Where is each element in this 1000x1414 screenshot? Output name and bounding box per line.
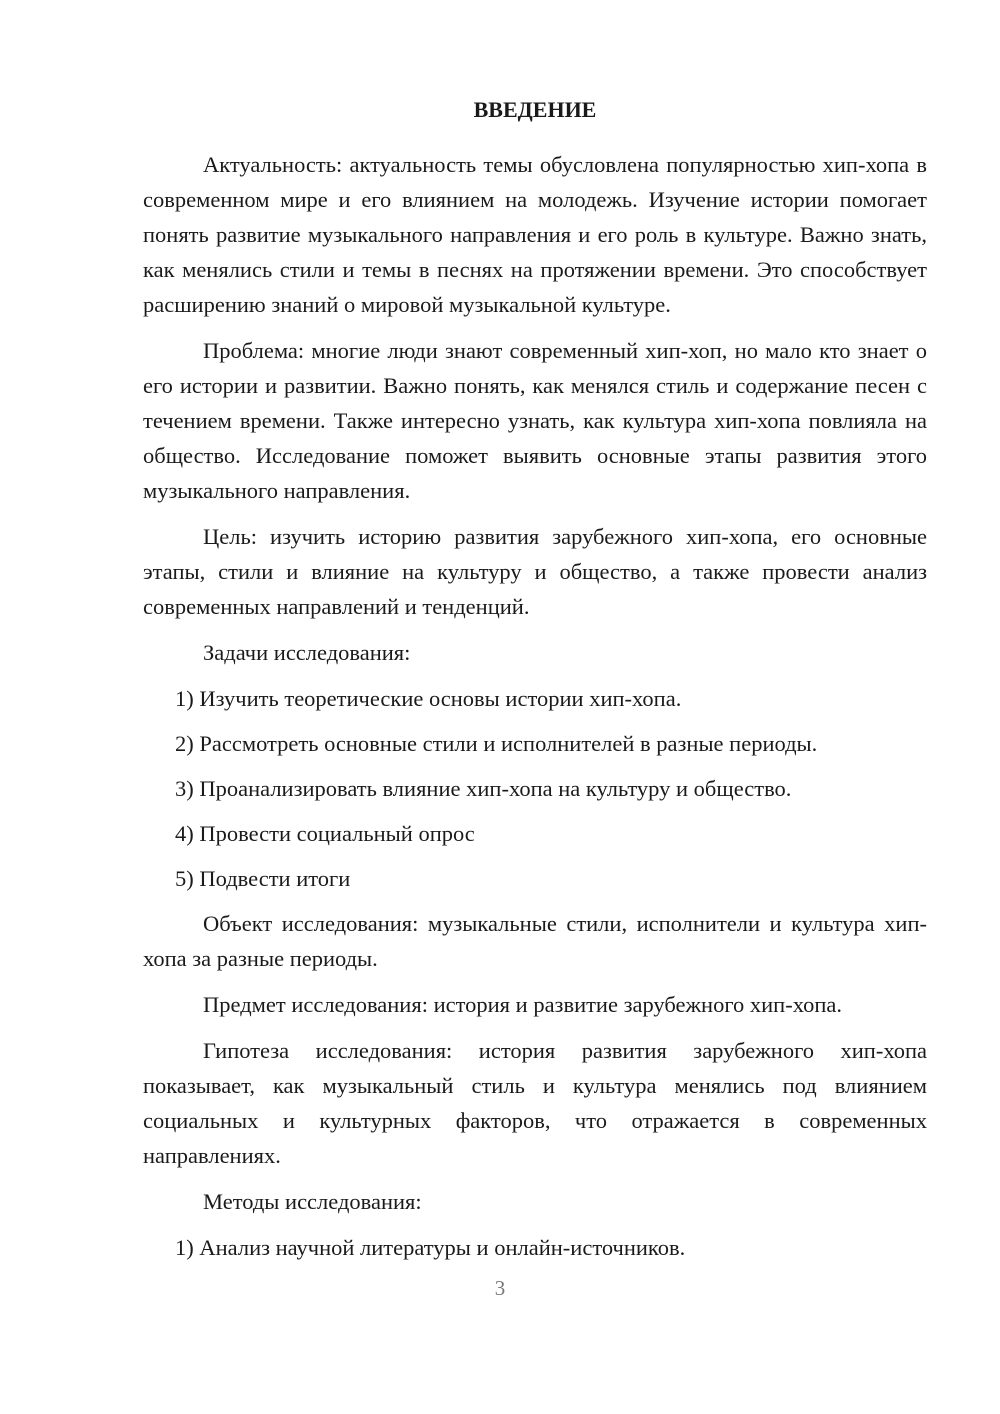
list-item: 2) Рассмотреть основные стили и исполнителей в разные периоды.: [175, 731, 818, 756]
list-item: 1) Анализ научной литературы и онлайн-источников.: [175, 1235, 686, 1260]
subject-paragraph: Предмет исследования: история и развитие зарубежного хип-хопа.: [203, 992, 843, 1017]
goal-paragraph: Цель: изучить историю развития зарубежного хип-хопа, его основные этапы, стили и влияние на культуру и общество, а также провести анализ современных направлений и тенденций.: [143, 524, 927, 619]
list-item: 5) Подвести итоги: [175, 866, 351, 891]
relevance-paragraph: Актуальность: актуальность темы обусловлена популярностью хип-хопа в современном мире и его влиянием на молодежь. Изучение истории помогает понять развитие музыкального направления и его роль в культуре. Важно знать, как менялись стили и темы в песнях на протяжении времени. Это способствует расширению знаний о мировой музыкальной культуре.: [143, 152, 927, 317]
object-paragraph: Объект исследования: музыкальные стили, исполнители и культура хип-хопа за разные периоды.: [143, 911, 927, 971]
problem-paragraph: Проблема: многие люди знают современный хип-хоп, но мало кто знает о его истории и развитии. Важно понять, как менялся стиль и содержание песен с течением времени. Также интересно узнать, как культура хип-хопа повлияла на общество. Исследование поможет выявить основные этапы развития этого музыкального направления.: [143, 338, 927, 503]
section-title: ВВЕДЕНИЕ: [473, 97, 597, 122]
methods-heading: Методы исследования:: [203, 1189, 422, 1214]
list-item: 1) Изучить теоретические основы истории хип-хопа.: [175, 686, 682, 711]
tasks-heading: Задачи исследования:: [203, 640, 411, 665]
list-item: 3) Проанализировать влияние хип-хопа на культуру и общество.: [175, 776, 792, 801]
hypothesis-paragraph: Гипотеза исследования: история развития зарубежного хип-хопа показывает, как музыкальный стиль и культура менялись под влиянием социальных и культурных факторов, что отражается в современных направлениях.: [143, 1038, 927, 1168]
page-number: 3: [494, 1276, 506, 1300]
list-item: 4) Провести социальный опрос: [175, 821, 475, 846]
document-page: [143, 92, 927, 1275]
